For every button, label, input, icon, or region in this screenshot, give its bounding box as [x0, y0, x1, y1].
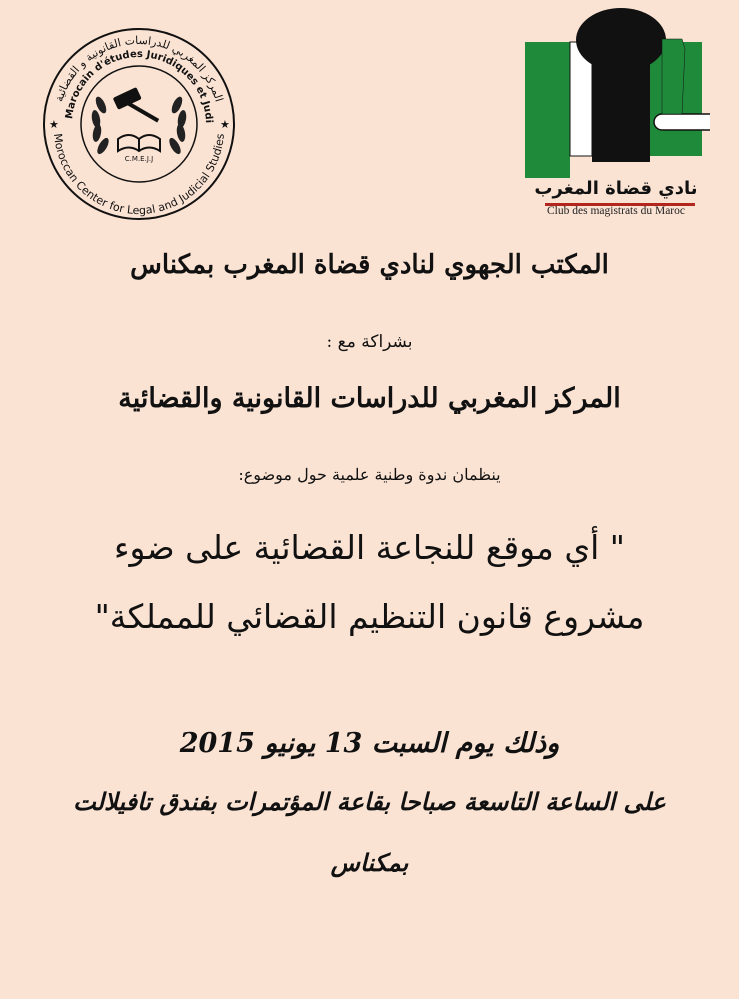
seminar-topic-line-1: " أي موقع للنجاعة القضائية على ضوء [114, 528, 625, 567]
svg-text:★: ★ [49, 118, 59, 131]
book-icon [118, 135, 160, 151]
seminar-topic-line-2: مشروع قانون التنظيم القضائي للمملكة" [94, 597, 645, 636]
event-time-venue: على الساعة التاسعة صباحا بقاعة المؤتمرات بفندق تافيلالت [73, 787, 666, 816]
partner-center: المركز المغربي للدراسات القانونية والقضائية [118, 383, 621, 414]
seal-abbreviation: C.M.E.J.J [124, 155, 154, 163]
partnership-label: بشراكة مع : [326, 332, 413, 352]
seal-ring-text-fr: Marocain d'études Juridiques et Judi [64, 48, 215, 124]
club-name-ar: نادي قضاة المغرب [534, 178, 698, 199]
seal-ring-text-ar: المركز المغربي للدراسات القانونية و القضائية [52, 33, 226, 104]
seminar-intro: ينظمان ندوة وطنية علمية حول موضوع: [238, 465, 501, 484]
seal-ring-text-en: Moroccan Center for Legal and Judicial Studies [51, 132, 227, 218]
event-city: بمكناس [330, 848, 409, 877]
event-date: وذلك يوم السبت 13 يونيو 2015 [179, 728, 560, 759]
gavel-icon [113, 87, 159, 122]
club-name-fr: Club des magistrats du Maroc [547, 205, 685, 217]
center-seal-logo [32, 27, 246, 221]
svg-text:★: ★ [220, 118, 230, 131]
organizer-office: المكتب الجهوي لنادي قضاة المغرب بمكناس [130, 250, 609, 280]
